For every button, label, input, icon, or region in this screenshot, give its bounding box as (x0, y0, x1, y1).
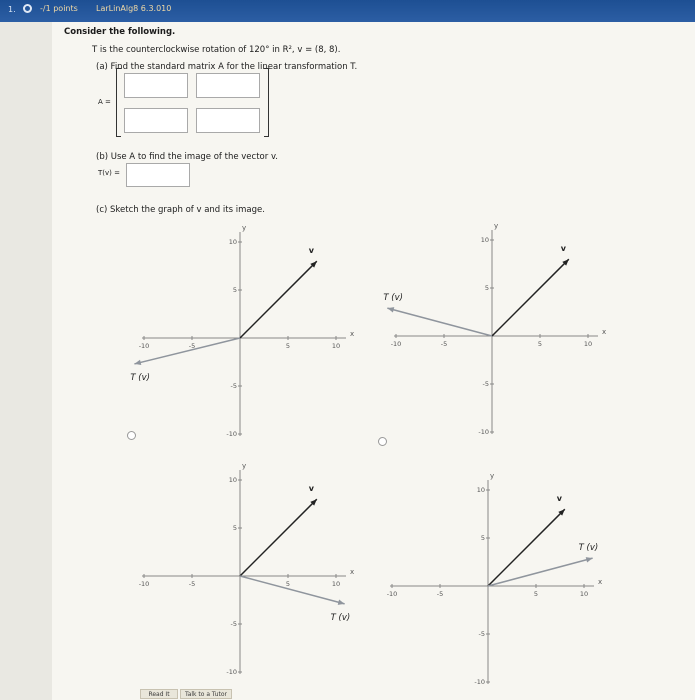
y-axis-label: y (494, 222, 499, 230)
graph-option-2 (383, 222, 607, 438)
tv-label: T (v) (130, 372, 150, 383)
read-it-button[interactable]: Read It (140, 689, 178, 699)
tv-vector (240, 576, 345, 604)
tv-vector (387, 308, 492, 336)
question-reference: LarLinAlg8 6.3.010 (96, 4, 172, 13)
v-vector (240, 499, 317, 576)
tv-vector (488, 558, 593, 586)
question-number: 1. (8, 5, 16, 14)
y-tick-label: 10 (476, 486, 485, 494)
part-b-prompt: (b) Use A to find the image of the vector v. (96, 152, 279, 162)
matrix-right-bracket (264, 68, 269, 137)
y-tick-label: -5 (478, 630, 485, 638)
talk-to-tutor-button[interactable]: Talk to a Tutor (180, 689, 232, 699)
x-tick-label: -5 (436, 590, 444, 598)
part-c-prompt: (c) Sketch the graph of v and its image. (96, 205, 265, 215)
x-tick-label: -10 (138, 342, 150, 350)
x-tick-label: 5 (285, 580, 291, 588)
tv-vector (134, 338, 240, 364)
tv-label: T (v) (383, 293, 403, 304)
x-tick-label: 10 (331, 580, 341, 588)
y-tick-label: 5 (480, 534, 485, 542)
y-tick-label: -5 (230, 620, 237, 628)
matrix-label: A = (98, 98, 111, 106)
v-label: v (556, 494, 563, 504)
status-circle-icon (23, 4, 32, 13)
y-tick-label: -5 (230, 382, 237, 390)
part-a-prompt: (a) Find the standard matrix A for the linear transformation T. (96, 62, 358, 72)
x-tick-label: 10 (579, 590, 589, 598)
matrix-entry-a12[interactable] (196, 73, 260, 98)
y-tick-label: -10 (226, 430, 237, 438)
tv-label: T (v) (330, 612, 351, 623)
graph-option-4 (386, 472, 603, 688)
x-axis-label: x (598, 578, 603, 586)
graph-option-1-radio[interactable] (127, 431, 136, 440)
question-header (0, 0, 695, 22)
x-axis-label: x (350, 568, 355, 576)
y-tick-label: 10 (480, 236, 489, 244)
tv-label: T(v) = (98, 169, 120, 177)
graph-option-3 (138, 462, 355, 678)
y-axis-label: y (490, 472, 495, 480)
matrix-entry-a22[interactable] (196, 108, 260, 133)
question-intro: Consider the following. (64, 27, 176, 37)
points-label: -/1 points (40, 4, 78, 13)
x-tick-label: -5 (440, 340, 448, 348)
v-vector (240, 261, 317, 338)
x-axis-label: x (350, 330, 355, 338)
x-tick-label: -5 (188, 342, 196, 350)
y-tick-label: -10 (478, 428, 489, 436)
x-tick-label: 5 (537, 340, 543, 348)
matrix-entry-a11[interactable] (124, 73, 188, 98)
tv-answer-input[interactable] (126, 163, 190, 187)
y-tick-label: 5 (232, 286, 237, 294)
x-tick-label: 5 (533, 590, 539, 598)
y-tick-label: 10 (228, 238, 237, 246)
x-tick-label: -10 (138, 580, 150, 588)
tv-label: T (v) (578, 543, 599, 554)
v-vector (492, 259, 569, 336)
x-axis-label: x (602, 328, 607, 336)
v-label: v (560, 244, 567, 254)
v-label: v (308, 246, 315, 256)
question-statement: T is the counterclockwise rotation of 120° in R², v = (8, 8). (92, 45, 341, 55)
y-tick-label: 10 (228, 476, 237, 484)
matrix-left-bracket (116, 68, 121, 137)
graph-option-2-radio[interactable] (378, 437, 387, 446)
x-tick-label: 10 (331, 342, 341, 350)
y-tick-label: -10 (226, 668, 237, 676)
x-tick-label: -10 (386, 590, 398, 598)
matrix-entry-a21[interactable] (124, 108, 188, 133)
y-axis-label: y (242, 462, 247, 470)
x-tick-label: 10 (583, 340, 593, 348)
y-tick-label: -10 (474, 678, 485, 686)
v-label: v (308, 484, 315, 494)
x-tick-label: 5 (285, 342, 291, 350)
y-tick-label: 5 (232, 524, 237, 532)
x-tick-label: -5 (188, 580, 196, 588)
v-vector (488, 509, 565, 586)
x-tick-label: -10 (390, 340, 402, 348)
graph-option-1 (130, 224, 355, 440)
y-tick-label: 5 (484, 284, 489, 292)
y-tick-label: -5 (482, 380, 489, 388)
y-axis-label: y (242, 224, 247, 232)
